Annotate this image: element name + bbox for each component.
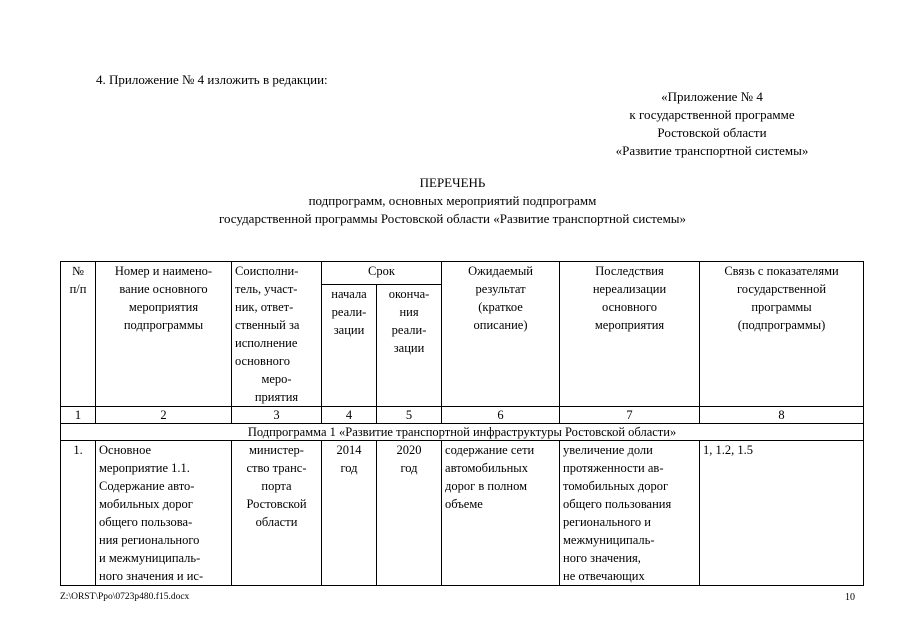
column-number: 7: [560, 407, 700, 424]
cell-line: Ростовской: [246, 497, 307, 511]
header-num: [61, 262, 96, 407]
header-text: п/п: [69, 282, 87, 296]
header-text: приятия: [254, 390, 299, 404]
header-text: меро-: [261, 372, 292, 386]
header-text: основного: [602, 300, 657, 314]
header-text: ственный за: [235, 318, 300, 332]
cell-line: год: [340, 461, 358, 475]
measures-table: [60, 261, 864, 586]
header-text: основного: [235, 354, 290, 368]
row-name: [96, 441, 232, 586]
header-text: Последствия: [595, 264, 664, 278]
intro-text: 4. Приложение № 4 изложить в редакции:: [96, 72, 328, 87]
subprogram-row: [61, 424, 864, 441]
header-link: [700, 262, 864, 407]
page-number: 10: [845, 592, 855, 603]
appendix-line: Ростовской области: [657, 125, 767, 140]
cell-line: мобильных дорог: [99, 497, 193, 511]
column-number: 4: [322, 407, 377, 424]
footer-file-path: Z:\ORST\Ppo\0723p480.f15.docx: [60, 592, 190, 602]
header-text: реали-: [331, 305, 367, 319]
header-text: описание): [473, 318, 528, 332]
table-row: [61, 441, 864, 586]
header-text: вание основного: [119, 282, 208, 296]
header-text: (краткое: [478, 300, 523, 314]
column-number: 8: [700, 407, 864, 424]
header-text: зации: [333, 323, 365, 337]
cell-line: томобильных дорог: [563, 479, 669, 493]
row-coexecutor: [232, 441, 322, 586]
cell-line: межмуниципаль-: [563, 533, 655, 547]
header-text: реали-: [391, 323, 427, 337]
header-text: Связь с показателями: [724, 264, 839, 278]
cell-line: ного значения,: [563, 551, 641, 565]
cell-line: министер-: [249, 443, 304, 457]
header-term: Срок: [322, 262, 442, 285]
cell-line: Основное: [99, 443, 152, 457]
header-coexecutor: [232, 262, 322, 407]
header-text: тель, участ-: [235, 282, 298, 296]
header-text: мероприятия: [128, 300, 199, 314]
cell-line: общего пользования: [563, 497, 672, 511]
row-link: 1, 1.2, 1.5: [700, 441, 864, 586]
header-consequence: [560, 262, 700, 407]
row-result: [442, 441, 560, 586]
column-numbers-row: [61, 407, 864, 424]
header-text: оконча-: [388, 287, 430, 301]
header-text: начала: [331, 287, 367, 301]
header-text: (подпрограммы): [737, 318, 826, 332]
header-text: исполнение: [235, 336, 298, 350]
header-text: Номер и наимено-: [114, 264, 213, 278]
header-result: [442, 262, 560, 407]
column-number: 2: [96, 407, 232, 424]
cell-line: автомобильных: [445, 461, 528, 475]
header-text: зации: [393, 341, 425, 355]
cell-line: не отвечающих: [563, 569, 645, 583]
cell-line: 2020: [396, 443, 422, 457]
header-text: Соисполни-: [235, 264, 299, 278]
row-start: [322, 441, 377, 586]
header-text: подпрограммы: [123, 318, 204, 332]
appendix-line: «Приложение № 4: [661, 89, 763, 104]
cell-line: мероприятие 1.1.: [99, 461, 190, 475]
cell-line: ния регионального: [99, 533, 200, 547]
cell-line: протяженности ав-: [563, 461, 664, 475]
cell-line: ство транс-: [246, 461, 307, 475]
header-text: ник, ответ-: [235, 300, 294, 314]
cell-line: и межмуниципаль-: [99, 551, 201, 565]
header-text: нереализации: [592, 282, 667, 296]
cell-line: объеме: [445, 497, 483, 511]
cell-line: ного значения и ис-: [99, 569, 204, 583]
document-subtitle-2: государственной программы Ростовской области «Развитие транспортной системы»: [218, 211, 687, 226]
appendix-header: [582, 88, 842, 160]
cell-line: год: [400, 461, 418, 475]
header-text: результат: [475, 282, 526, 296]
document-title: ПЕРЕЧЕНЬ: [419, 175, 486, 190]
cell-line: порта: [261, 479, 292, 493]
appendix-line: «Развитие транспортной системы»: [615, 143, 809, 158]
cell-line: общего пользова-: [99, 515, 193, 529]
row-num: 1.: [61, 441, 96, 586]
column-number: 6: [442, 407, 560, 424]
header-text: ния: [399, 305, 419, 319]
cell-line: увеличение доли: [563, 443, 653, 457]
header-text: Ожидаемый: [468, 264, 533, 278]
header-name: [96, 262, 232, 407]
document-subtitle: подпрограмм, основных мероприятий подпрограмм: [308, 193, 597, 208]
column-number: 5: [377, 407, 442, 424]
cell-line: Содержание авто-: [99, 479, 195, 493]
cell-line: регионального и: [563, 515, 651, 529]
header-text: государственной: [736, 282, 827, 296]
header-text: №: [72, 264, 84, 278]
column-number: 3: [232, 407, 322, 424]
cell-line: содержание сети: [445, 443, 535, 457]
subprogram-title: Подпрограмма 1 «Развитие транспортной инфраструктуры Ростовской области»: [61, 424, 864, 441]
cell-line: области: [255, 515, 298, 529]
row-end: [377, 441, 442, 586]
header-row: [61, 262, 864, 285]
cell-line: 2014: [336, 443, 362, 457]
column-number: 1: [61, 407, 96, 424]
header-start: [322, 285, 377, 407]
header-text: мероприятия: [594, 318, 665, 332]
header-text: программы: [751, 300, 812, 314]
row-consequence: [560, 441, 700, 586]
appendix-line: к государственной программе: [629, 107, 795, 122]
header-end: [377, 285, 442, 407]
cell-line: дорог в полном: [445, 479, 528, 493]
